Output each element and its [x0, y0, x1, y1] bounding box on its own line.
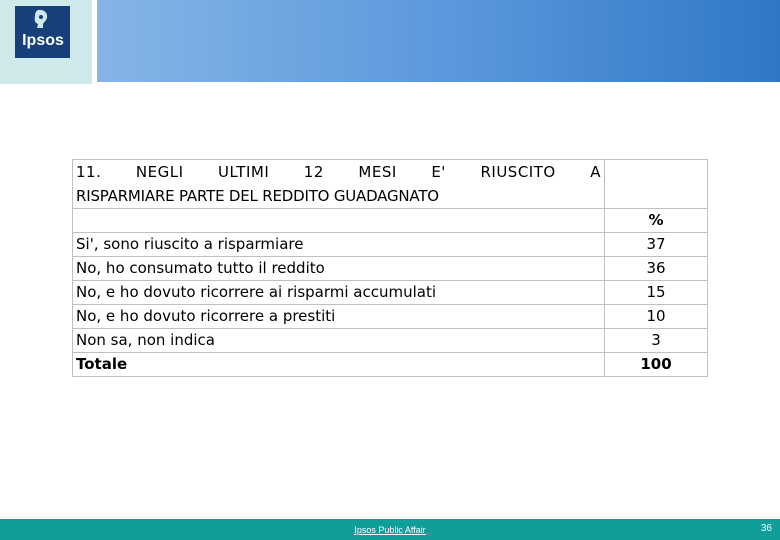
question-line-2: RISPARMIARE PARTE DEL REDDITO GUADAGNATO [76, 187, 439, 205]
logo-panel [0, 0, 92, 84]
header-row [73, 209, 708, 233]
row-value: 3 [605, 329, 708, 353]
question-line-1 [76, 160, 601, 184]
header-label-cell [73, 209, 605, 233]
question-cell [73, 160, 605, 209]
question-empty-cell [605, 160, 708, 209]
logo-text: Ipsos [22, 32, 64, 49]
row-label: No, ho consumato tutto il reddito [73, 257, 605, 281]
total-label: Totale [73, 353, 605, 377]
question-word: 12 [303, 163, 324, 181]
footer-bar [0, 519, 780, 540]
footer-link[interactable]: Ipsos Public Affair [354, 525, 426, 535]
row-value: 15 [605, 281, 708, 305]
question-word: NEGLI [135, 163, 184, 181]
question-word: MESI [358, 163, 397, 181]
logo-face-icon [30, 8, 52, 30]
question-word: 11. [76, 163, 102, 181]
survey-table [72, 159, 708, 377]
percent-header: % [605, 209, 708, 233]
header-banner [97, 0, 780, 82]
table-row [73, 257, 708, 281]
total-value: 100 [605, 353, 708, 377]
header-divider [92, 0, 97, 84]
question-word: RIUSCITO [480, 163, 556, 181]
table-row [73, 329, 708, 353]
row-label: No, e ho dovuto ricorrere ai risparmi accumulati [73, 281, 605, 305]
table-row [73, 233, 708, 257]
question-word: A [590, 163, 601, 181]
total-row [73, 353, 708, 377]
row-label: Non sa, non indica [73, 329, 605, 353]
row-label: Si', sono riuscito a risparmiare [73, 233, 605, 257]
row-value: 36 [605, 257, 708, 281]
table-row [73, 281, 708, 305]
row-value: 10 [605, 305, 708, 329]
question-word: ULTIMI [218, 163, 270, 181]
table-row [73, 305, 708, 329]
row-value: 37 [605, 233, 708, 257]
row-label: No, e ho dovuto ricorrere a prestiti [73, 305, 605, 329]
question-word: E' [431, 163, 446, 181]
question-row [73, 160, 708, 209]
page-number: 36 [760, 523, 772, 534]
